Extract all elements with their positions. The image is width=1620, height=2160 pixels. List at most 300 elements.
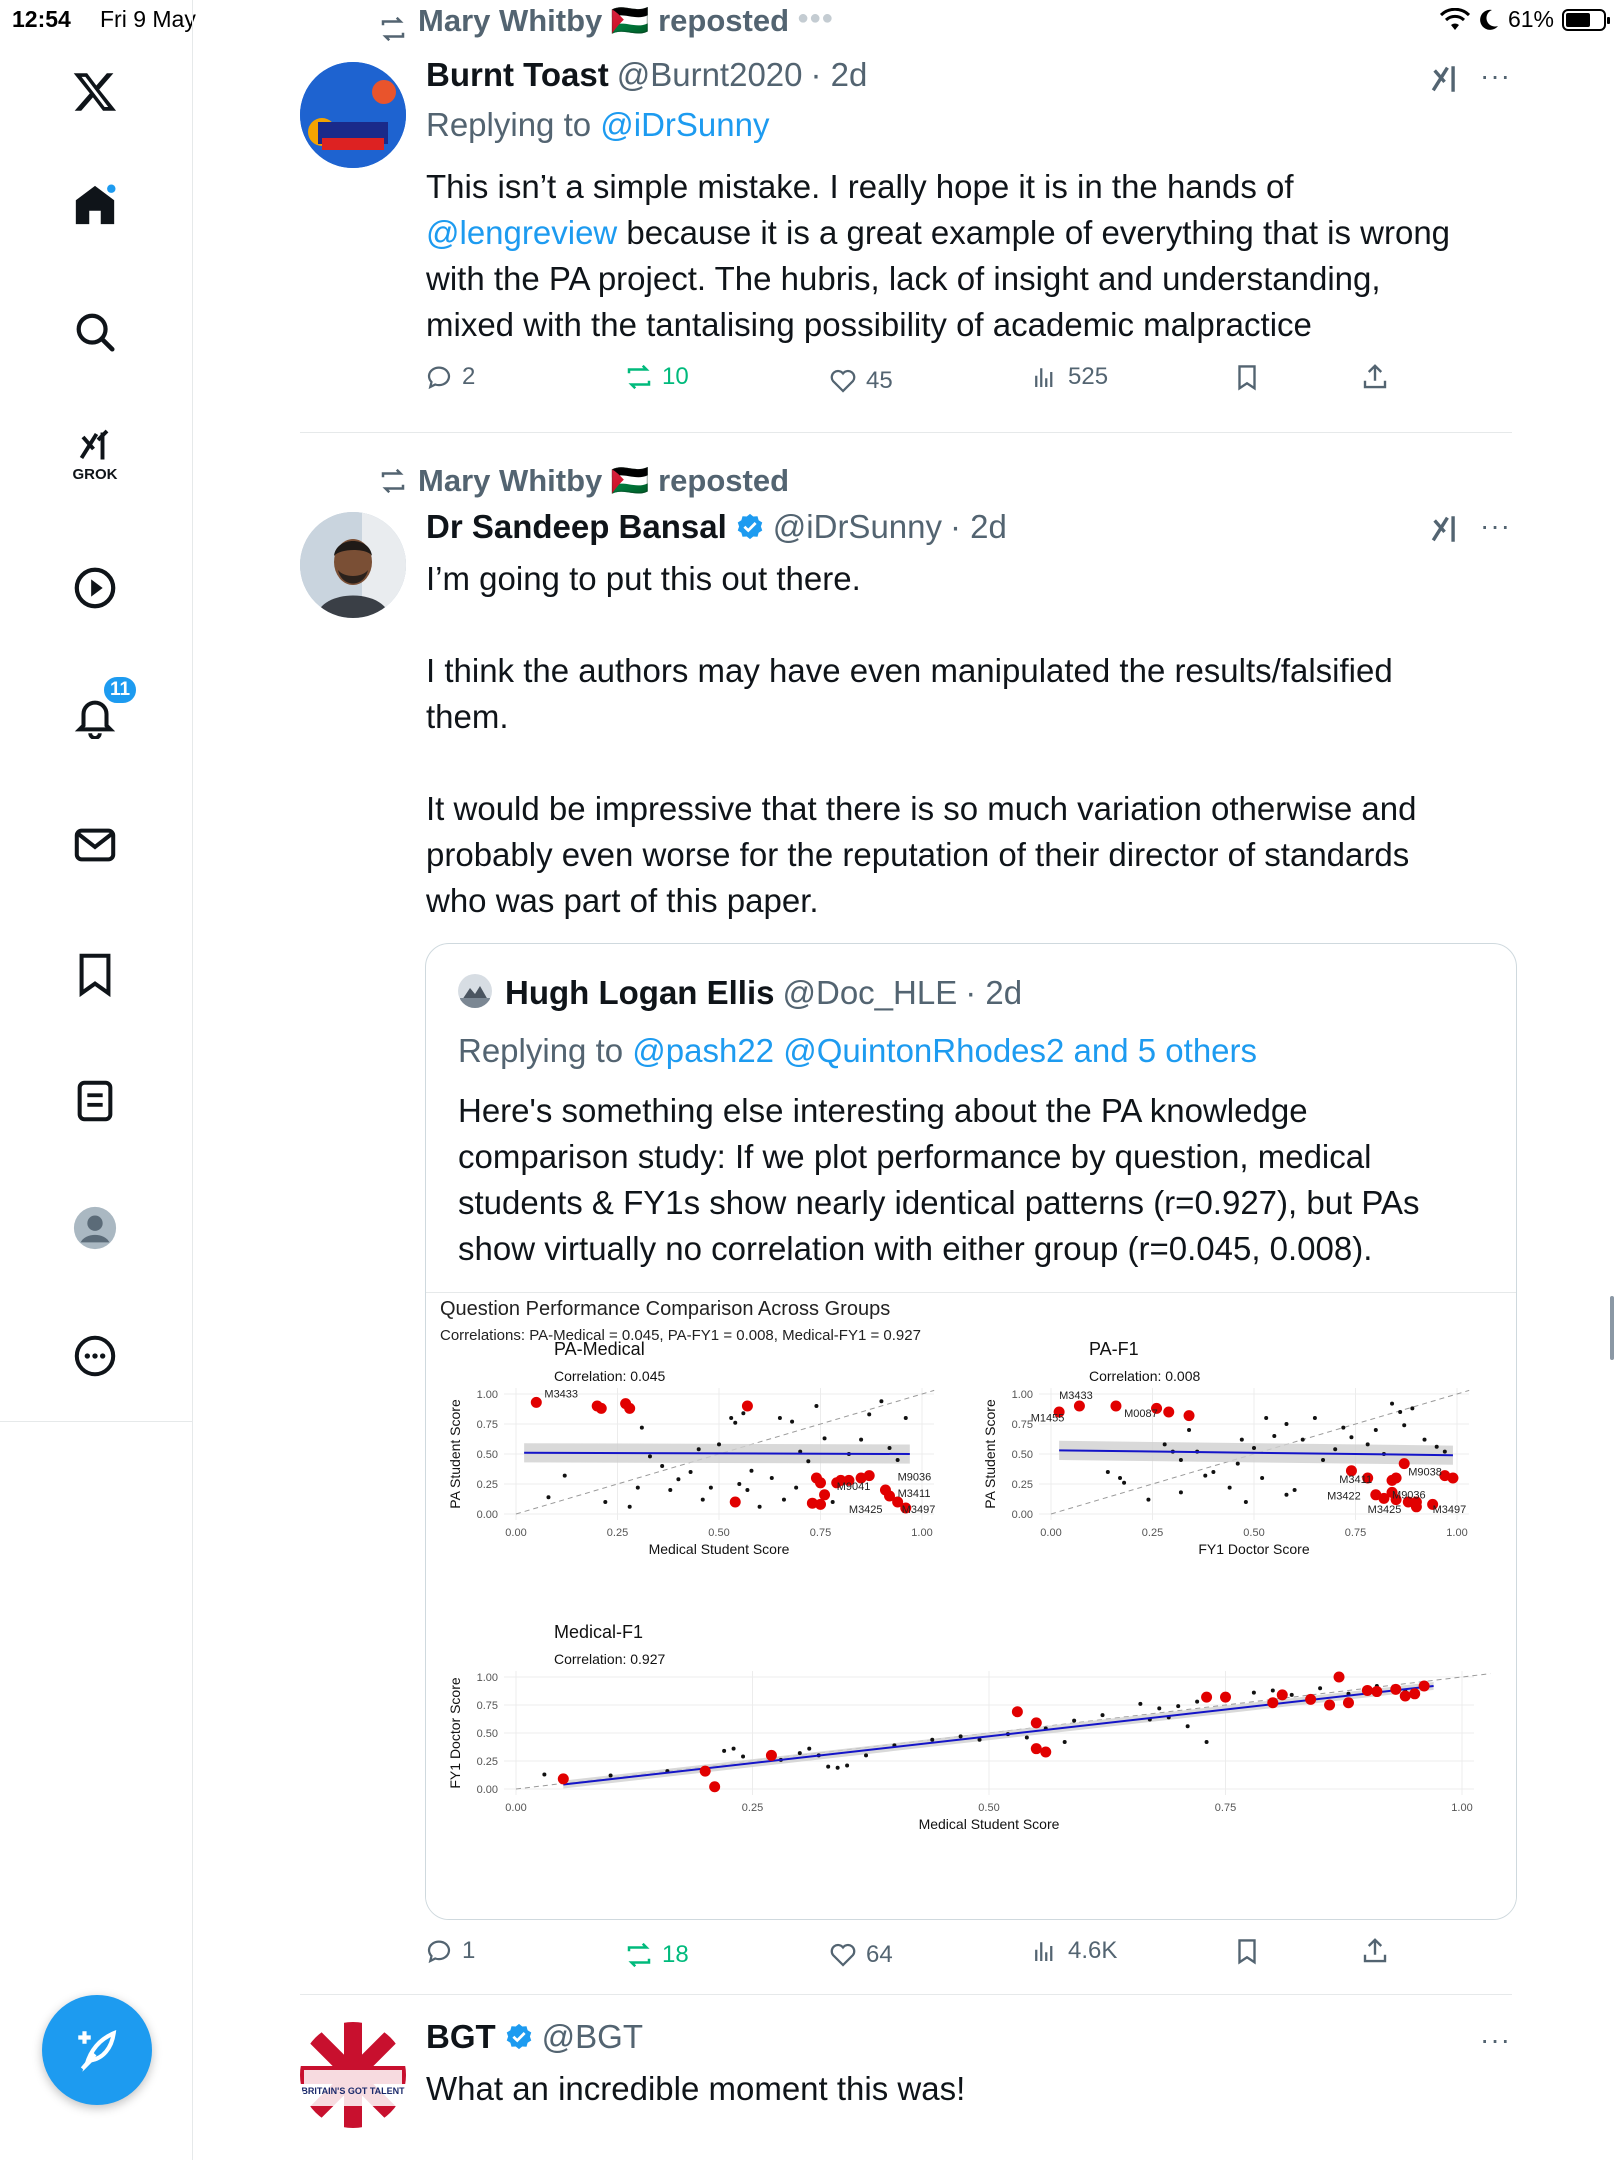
data-point	[660, 1464, 664, 1468]
data-point	[807, 1747, 811, 1751]
data-point	[826, 1765, 830, 1769]
outlier-point	[815, 1477, 826, 1488]
avatar[interactable]	[458, 974, 492, 1008]
y-axis-label: PA Student Score	[982, 1399, 998, 1509]
repost-icon	[624, 1940, 654, 1970]
post1-line: mixed with the tantalising possibility of academic malpractice	[426, 306, 1312, 343]
x-axis-label: FY1 Doctor Score	[1198, 1541, 1310, 1557]
outlier-point	[700, 1766, 711, 1777]
data-point	[729, 1416, 733, 1420]
data-point	[689, 1470, 693, 1474]
outlier-point	[1201, 1692, 1212, 1703]
data-point	[1301, 1438, 1305, 1442]
x-tick-label: 0.75	[809, 1527, 832, 1539]
outlier-point	[1277, 1689, 1288, 1700]
outlier-point	[1220, 1692, 1231, 1703]
y-tick-label: 0.25	[476, 1479, 498, 1491]
data-point	[758, 1505, 762, 1509]
outlier-point	[1362, 1685, 1373, 1696]
outlier-point	[1110, 1401, 1121, 1412]
verified-badge-icon	[504, 2022, 534, 2052]
x-tick-label: 1.00	[911, 1527, 933, 1539]
x-tick-label: 0.75	[1214, 1802, 1237, 1814]
outlier-point	[1324, 1700, 1335, 1711]
repost-text: Mary Whitby 🇵🇸 reposted	[418, 3, 790, 38]
data-point	[930, 1738, 934, 1742]
avatar-bgt-logo	[300, 2022, 406, 2128]
panel-correlation: Correlation: 0.008	[1089, 1368, 1201, 1384]
chart-title: Question Performance Comparison Across Groups	[440, 1298, 891, 1320]
data-point	[737, 1482, 741, 1486]
scrollbar[interactable]	[1610, 1296, 1614, 1360]
like-button[interactable]	[828, 1940, 893, 1970]
x-tick-label: 0.00	[505, 1527, 527, 1539]
compose-button[interactable]	[42, 1995, 152, 2105]
avatar-text: BRITAIN'S GOT TALENT	[301, 2086, 405, 2096]
display-name[interactable]: BGT	[426, 2018, 496, 2055]
data-point	[864, 1753, 868, 1757]
more-options-icon[interactable]: ···	[1480, 2024, 1511, 2055]
outlier-label: M9036	[897, 1471, 932, 1484]
post-divider	[300, 1994, 1512, 1995]
outlier-label: M3425	[1367, 1503, 1402, 1516]
post2-actions	[424, 1936, 1424, 1976]
list-icon	[72, 1078, 118, 1124]
chart-image[interactable]	[426, 1292, 1516, 1920]
replying-handle-link[interactable]: @iDrSunny	[600, 106, 770, 143]
post1-header	[426, 56, 867, 94]
outlier-label: M3411	[897, 1488, 931, 1501]
outlier-label: M0087	[1124, 1407, 1158, 1420]
x-tick-label: 0.25	[606, 1527, 629, 1539]
data-point	[1122, 1481, 1126, 1485]
data-point	[1179, 1458, 1183, 1462]
outlier-point	[1343, 1697, 1354, 1708]
x-tick-label: 0.50	[1243, 1527, 1265, 1539]
data-point	[806, 1459, 810, 1463]
wifi-icon	[1440, 8, 1470, 32]
repost-button[interactable]	[624, 1940, 689, 1970]
compose-feather-icon	[72, 2025, 122, 2075]
reply-button[interactable]	[424, 362, 475, 392]
y-tick-label: 0.50	[476, 1728, 498, 1740]
data-point	[1271, 1688, 1275, 1692]
data-point	[770, 1476, 774, 1480]
x-tick-label: 0.50	[708, 1527, 730, 1539]
replying-to	[458, 1032, 1257, 1070]
data-point	[1240, 1438, 1244, 1442]
data-point	[896, 1458, 900, 1462]
sidebar-item-more[interactable]	[65, 1326, 125, 1386]
data-point	[717, 1442, 721, 1446]
data-point	[636, 1486, 640, 1490]
heart-icon	[828, 366, 858, 396]
post2-paragraph: who was part of this paper.	[426, 882, 819, 919]
data-point	[1290, 1693, 1294, 1697]
outlier-point	[1163, 1407, 1174, 1418]
data-point	[823, 1436, 827, 1440]
chart-panel	[982, 1339, 1469, 1557]
x-logo-icon[interactable]	[65, 62, 125, 122]
share-icon	[1360, 1936, 1390, 1966]
repost-count: 10	[662, 363, 689, 390]
data-point	[1260, 1476, 1264, 1480]
grok-post-icon[interactable]	[1428, 62, 1464, 96]
data-point	[879, 1399, 883, 1403]
outlier-point	[709, 1781, 720, 1792]
sidebar-item-lists[interactable]	[65, 1071, 125, 1131]
data-point	[722, 1749, 726, 1753]
replying-handles-link[interactable]: @pash22 @QuintonRhodes2 and 5 others	[632, 1032, 1258, 1069]
data-point	[836, 1766, 840, 1770]
like-button[interactable]	[828, 366, 893, 396]
y-tick-label: 1.00	[476, 1672, 498, 1684]
repost-icon	[376, 466, 410, 496]
data-point	[745, 1488, 749, 1492]
quote-line: show virtually no correlation with either group (r=0.045, 0.008).	[458, 1230, 1373, 1267]
x-axis-label: Medical Student Score	[648, 1541, 790, 1557]
data-point	[676, 1477, 680, 1481]
data-point	[1341, 1426, 1345, 1430]
post2-paragraph: I think the authors may have even manipulated the results/falsified	[426, 652, 1393, 689]
data-point	[778, 1416, 782, 1420]
data-point	[1072, 1719, 1076, 1723]
replying-prefix: Replying to	[426, 106, 601, 143]
outlier-label: M3425	[848, 1503, 883, 1516]
data-point	[1423, 1438, 1427, 1442]
outlier-label: M3422	[1327, 1490, 1361, 1503]
post2-paragraph: them.	[426, 698, 509, 735]
mail-icon	[72, 822, 118, 868]
y-tick-label: 0.75	[476, 1700, 498, 1712]
views-button[interactable]	[1030, 1936, 1117, 1966]
sidebar-item-home[interactable]	[65, 175, 125, 235]
avatar[interactable]	[300, 2022, 406, 2128]
data-point	[1163, 1442, 1167, 1446]
data-point	[1106, 1470, 1110, 1474]
y-tick-label: 1.00	[1011, 1389, 1033, 1401]
data-point	[1025, 1735, 1029, 1739]
y-tick-label: 1.00	[476, 1389, 498, 1401]
data-point	[1244, 1500, 1248, 1504]
avatar-sandeep-bansal	[300, 512, 406, 618]
data-point	[1118, 1476, 1122, 1480]
data-point	[1063, 1740, 1067, 1744]
x-tick-label: 0.50	[978, 1802, 1000, 1814]
outlier-point	[1371, 1686, 1382, 1697]
user-handle[interactable]: @BGT	[541, 2018, 644, 2055]
share-icon	[1360, 362, 1390, 392]
data-point	[1176, 1704, 1180, 1708]
outlier-label: M1455	[1030, 1412, 1065, 1425]
sidebar-item-bookmarks[interactable]	[65, 944, 125, 1004]
data-point	[1293, 1488, 1297, 1492]
outlier-label: M9038	[1408, 1466, 1442, 1479]
data-point	[1366, 1442, 1370, 1446]
data-point	[609, 1774, 613, 1778]
post-time[interactable]: · 2d	[810, 56, 868, 93]
outlier-point	[742, 1401, 753, 1412]
data-point	[1187, 1428, 1191, 1432]
data-point	[1228, 1486, 1232, 1490]
view-count: 525	[1068, 363, 1109, 390]
y-tick-label: 0.75	[1011, 1419, 1033, 1431]
like-count: 64	[866, 1941, 893, 1968]
x-axis-label: Medical Student Score	[918, 1816, 1060, 1832]
status-right	[1440, 6, 1606, 33]
sidebar-item-messages[interactable]	[65, 815, 125, 875]
bookmark-icon	[1232, 362, 1262, 392]
outlier-point	[1074, 1401, 1085, 1412]
outlier-point	[1447, 1473, 1458, 1484]
outlier-point	[819, 1489, 830, 1500]
grok-label: GROK	[72, 465, 118, 483]
replying-to	[426, 106, 770, 144]
x-tick-label: 0.75	[1344, 1527, 1367, 1539]
data-point	[1264, 1416, 1268, 1420]
outlier-label: M3411	[1339, 1473, 1373, 1486]
post-time[interactable]: · 2d	[965, 974, 1023, 1011]
quote-body	[458, 1088, 1508, 1272]
data-point	[1398, 1410, 1402, 1414]
outlier-label: M9041	[836, 1481, 871, 1493]
analytics-icon	[1030, 362, 1060, 392]
avatar[interactable]	[300, 62, 406, 168]
data-point	[640, 1426, 644, 1430]
data-point	[1284, 1422, 1288, 1426]
repost-button[interactable]	[624, 362, 689, 392]
data-point	[867, 1412, 871, 1416]
panel-title: PA-F1	[1089, 1339, 1139, 1359]
data-point	[1435, 1445, 1439, 1449]
data-point	[749, 1469, 753, 1473]
data-point	[1272, 1434, 1276, 1438]
data-point	[1186, 1724, 1190, 1728]
outlier-point	[1390, 1684, 1401, 1695]
data-point	[1138, 1702, 1142, 1706]
data-point	[1205, 1740, 1209, 1744]
data-point	[1203, 1474, 1207, 1478]
repost-text: Mary Whitby 🇵🇸 reposted	[418, 463, 790, 498]
y-tick-label: 0.25	[476, 1756, 498, 1768]
repost-indicator	[376, 3, 834, 47]
post2-header	[426, 508, 1007, 546]
display-name[interactable]: Hugh Logan Ellis	[505, 974, 775, 1011]
data-point	[1252, 1446, 1256, 1450]
data-point	[546, 1495, 550, 1499]
share-button[interactable]	[1360, 1936, 1390, 1966]
data-point	[845, 1763, 849, 1767]
loading-dots: ●●●	[797, 7, 834, 29]
user-handle[interactable]: @iDrSunny	[772, 508, 943, 545]
data-point	[798, 1751, 802, 1755]
panel-correlation: Correlation: 0.045	[554, 1368, 666, 1384]
x-tick-label: 1.00	[1451, 1802, 1473, 1814]
avatar-hugh-logan-ellis	[458, 974, 492, 1008]
post1-line	[426, 210, 1516, 256]
outlier-point	[1334, 1672, 1345, 1683]
data-point	[732, 1747, 736, 1751]
x-tick-label: 0.25	[1141, 1527, 1164, 1539]
data-point	[1318, 1686, 1322, 1690]
sidebar-divider	[0, 1421, 192, 1422]
data-point	[741, 1411, 745, 1415]
reply-button[interactable]	[424, 1936, 475, 1966]
chart-panel	[447, 1622, 1490, 1832]
outlier-point	[531, 1397, 542, 1408]
quote-line: Here's something else interesting about the PA knowledge	[458, 1092, 1308, 1129]
outlier-label: M9036	[1392, 1489, 1426, 1502]
data-point	[697, 1447, 701, 1451]
y-axis-label: FY1 Doctor Score	[447, 1677, 463, 1789]
data-point	[1252, 1691, 1256, 1695]
post2-paragraph: probably even worse for the reputation of their director of standards	[426, 836, 1410, 873]
outlier-point	[1267, 1697, 1278, 1708]
data-point	[1195, 1700, 1199, 1704]
post-divider	[300, 432, 1512, 433]
more-circle-icon	[72, 1333, 118, 1379]
data-point	[668, 1488, 672, 1492]
chart-svg	[426, 1293, 1516, 1920]
more-options-icon[interactable]: ···	[1480, 510, 1511, 541]
data-point	[831, 1500, 835, 1504]
outlier-point	[1040, 1747, 1051, 1758]
outlier-point	[1184, 1410, 1195, 1421]
data-point	[741, 1755, 745, 1759]
views-button[interactable]	[1030, 362, 1108, 392]
sidebar-item-profile[interactable]	[65, 1198, 125, 1258]
battery-percent: 61%	[1507, 6, 1554, 32]
bookmark-button[interactable]	[1232, 362, 1262, 392]
y-axis-label: PA Student Score	[447, 1399, 463, 1509]
play-circle-icon	[72, 565, 118, 611]
data-point	[603, 1500, 607, 1504]
y-tick-label: 0.00	[476, 1509, 498, 1521]
data-point	[814, 1404, 818, 1408]
status-time: 12:54	[12, 6, 71, 32]
y-tick-label: 0.50	[476, 1449, 498, 1461]
x-tick-label: 1.00	[1446, 1527, 1468, 1539]
bookmark-icon	[72, 951, 118, 997]
x-tick-label: 0.00	[505, 1802, 527, 1814]
display-name[interactable]: Burnt Toast	[426, 56, 609, 93]
chart-subtitle: Correlations: PA-Medical = 0.045, PA-FY1 = 0.008, Medical-FY1 = 0.927	[440, 1327, 921, 1344]
avatar[interactable]	[300, 512, 406, 618]
data-point	[733, 1421, 737, 1425]
outlier-point	[1305, 1694, 1316, 1705]
bookmark-button[interactable]	[1232, 1936, 1262, 1966]
outlier-point	[730, 1497, 741, 1508]
data-point	[1211, 1470, 1215, 1474]
x-tick-label: 0.00	[1040, 1527, 1062, 1539]
data-point	[888, 1446, 892, 1450]
like-count: 45	[866, 367, 893, 394]
quote-header	[505, 974, 1022, 1012]
status-date: Fri 9 May	[100, 6, 196, 32]
reply-count: 1	[462, 1937, 476, 1964]
y-tick-label: 0.50	[1011, 1449, 1033, 1461]
post3-body: What an incredible moment this was!	[426, 2070, 966, 2107]
y-tick-label: 0.25	[1011, 1479, 1033, 1491]
outlier-point	[766, 1750, 777, 1761]
data-point	[1101, 1713, 1105, 1717]
profile-avatar-icon	[72, 1205, 118, 1251]
quoted-post-card[interactable]	[425, 943, 1517, 1920]
reply-count: 2	[462, 363, 476, 390]
reply-icon	[424, 362, 454, 392]
display-name[interactable]: Dr Sandeep Bansal	[426, 508, 727, 545]
outlier-point	[1031, 1743, 1042, 1754]
fit-line	[524, 1453, 910, 1454]
reply-icon	[424, 1936, 454, 1966]
post-time[interactable]: · 2d	[950, 508, 1007, 545]
outlier-point	[864, 1470, 875, 1481]
grok-post-icon[interactable]	[1428, 512, 1464, 546]
user-handle[interactable]: @Doc_HLE	[782, 974, 958, 1011]
outlier-label: M3497	[1432, 1503, 1467, 1516]
post2-body	[426, 556, 1516, 924]
share-button[interactable]	[1360, 362, 1390, 392]
data-point	[859, 1438, 863, 1442]
data-point	[1321, 1458, 1325, 1462]
data-point	[1146, 1498, 1150, 1502]
data-point	[563, 1474, 567, 1478]
mention-link[interactable]: @lengreview	[426, 214, 618, 251]
sidebar-item-notifications[interactable]	[65, 679, 131, 746]
data-point	[782, 1498, 786, 1502]
data-point	[628, 1505, 632, 1509]
outlier-point	[1419, 1680, 1430, 1691]
data-point	[709, 1486, 713, 1490]
post1-body	[426, 164, 1516, 348]
outlier-point	[596, 1403, 607, 1414]
notifications-badge: 11	[101, 674, 139, 706]
sidebar-item-video[interactable]	[65, 558, 125, 618]
data-point	[904, 1416, 908, 1420]
outlier-point	[1031, 1717, 1042, 1728]
repost-indicator	[376, 462, 789, 499]
outlier-point	[1391, 1473, 1402, 1484]
view-count: 4.6K	[1068, 1937, 1118, 1964]
moon-icon	[1478, 8, 1500, 32]
more-options-icon[interactable]: ···	[1480, 60, 1511, 91]
outlier-point	[558, 1773, 569, 1784]
sidebar-item-grok[interactable]	[65, 425, 125, 485]
data-point	[790, 1420, 794, 1424]
data-point	[959, 1734, 963, 1738]
post2-paragraph: I’m going to put this out there.	[426, 560, 861, 597]
data-point	[701, 1498, 705, 1502]
outlier-point	[1400, 1691, 1411, 1702]
outlier-point	[624, 1403, 635, 1414]
x-tick-label: 0.25	[741, 1802, 764, 1814]
user-handle[interactable]: @Burnt2020	[616, 56, 803, 93]
data-point	[1402, 1423, 1406, 1427]
sidebar-item-explore[interactable]	[65, 302, 125, 362]
y-tick-label: 0.75	[476, 1419, 498, 1431]
outlier-point	[815, 1499, 826, 1510]
battery-icon	[1562, 9, 1606, 31]
post1-actions	[424, 362, 1424, 402]
data-point	[1157, 1706, 1161, 1710]
data-point	[1236, 1462, 1240, 1466]
repost-icon	[376, 14, 410, 44]
data-point	[1333, 1447, 1337, 1451]
data-point	[1179, 1490, 1183, 1494]
y-tick-label: 0.00	[1011, 1509, 1033, 1521]
panel-title: Medical-F1	[554, 1622, 644, 1642]
data-point	[1349, 1435, 1353, 1439]
